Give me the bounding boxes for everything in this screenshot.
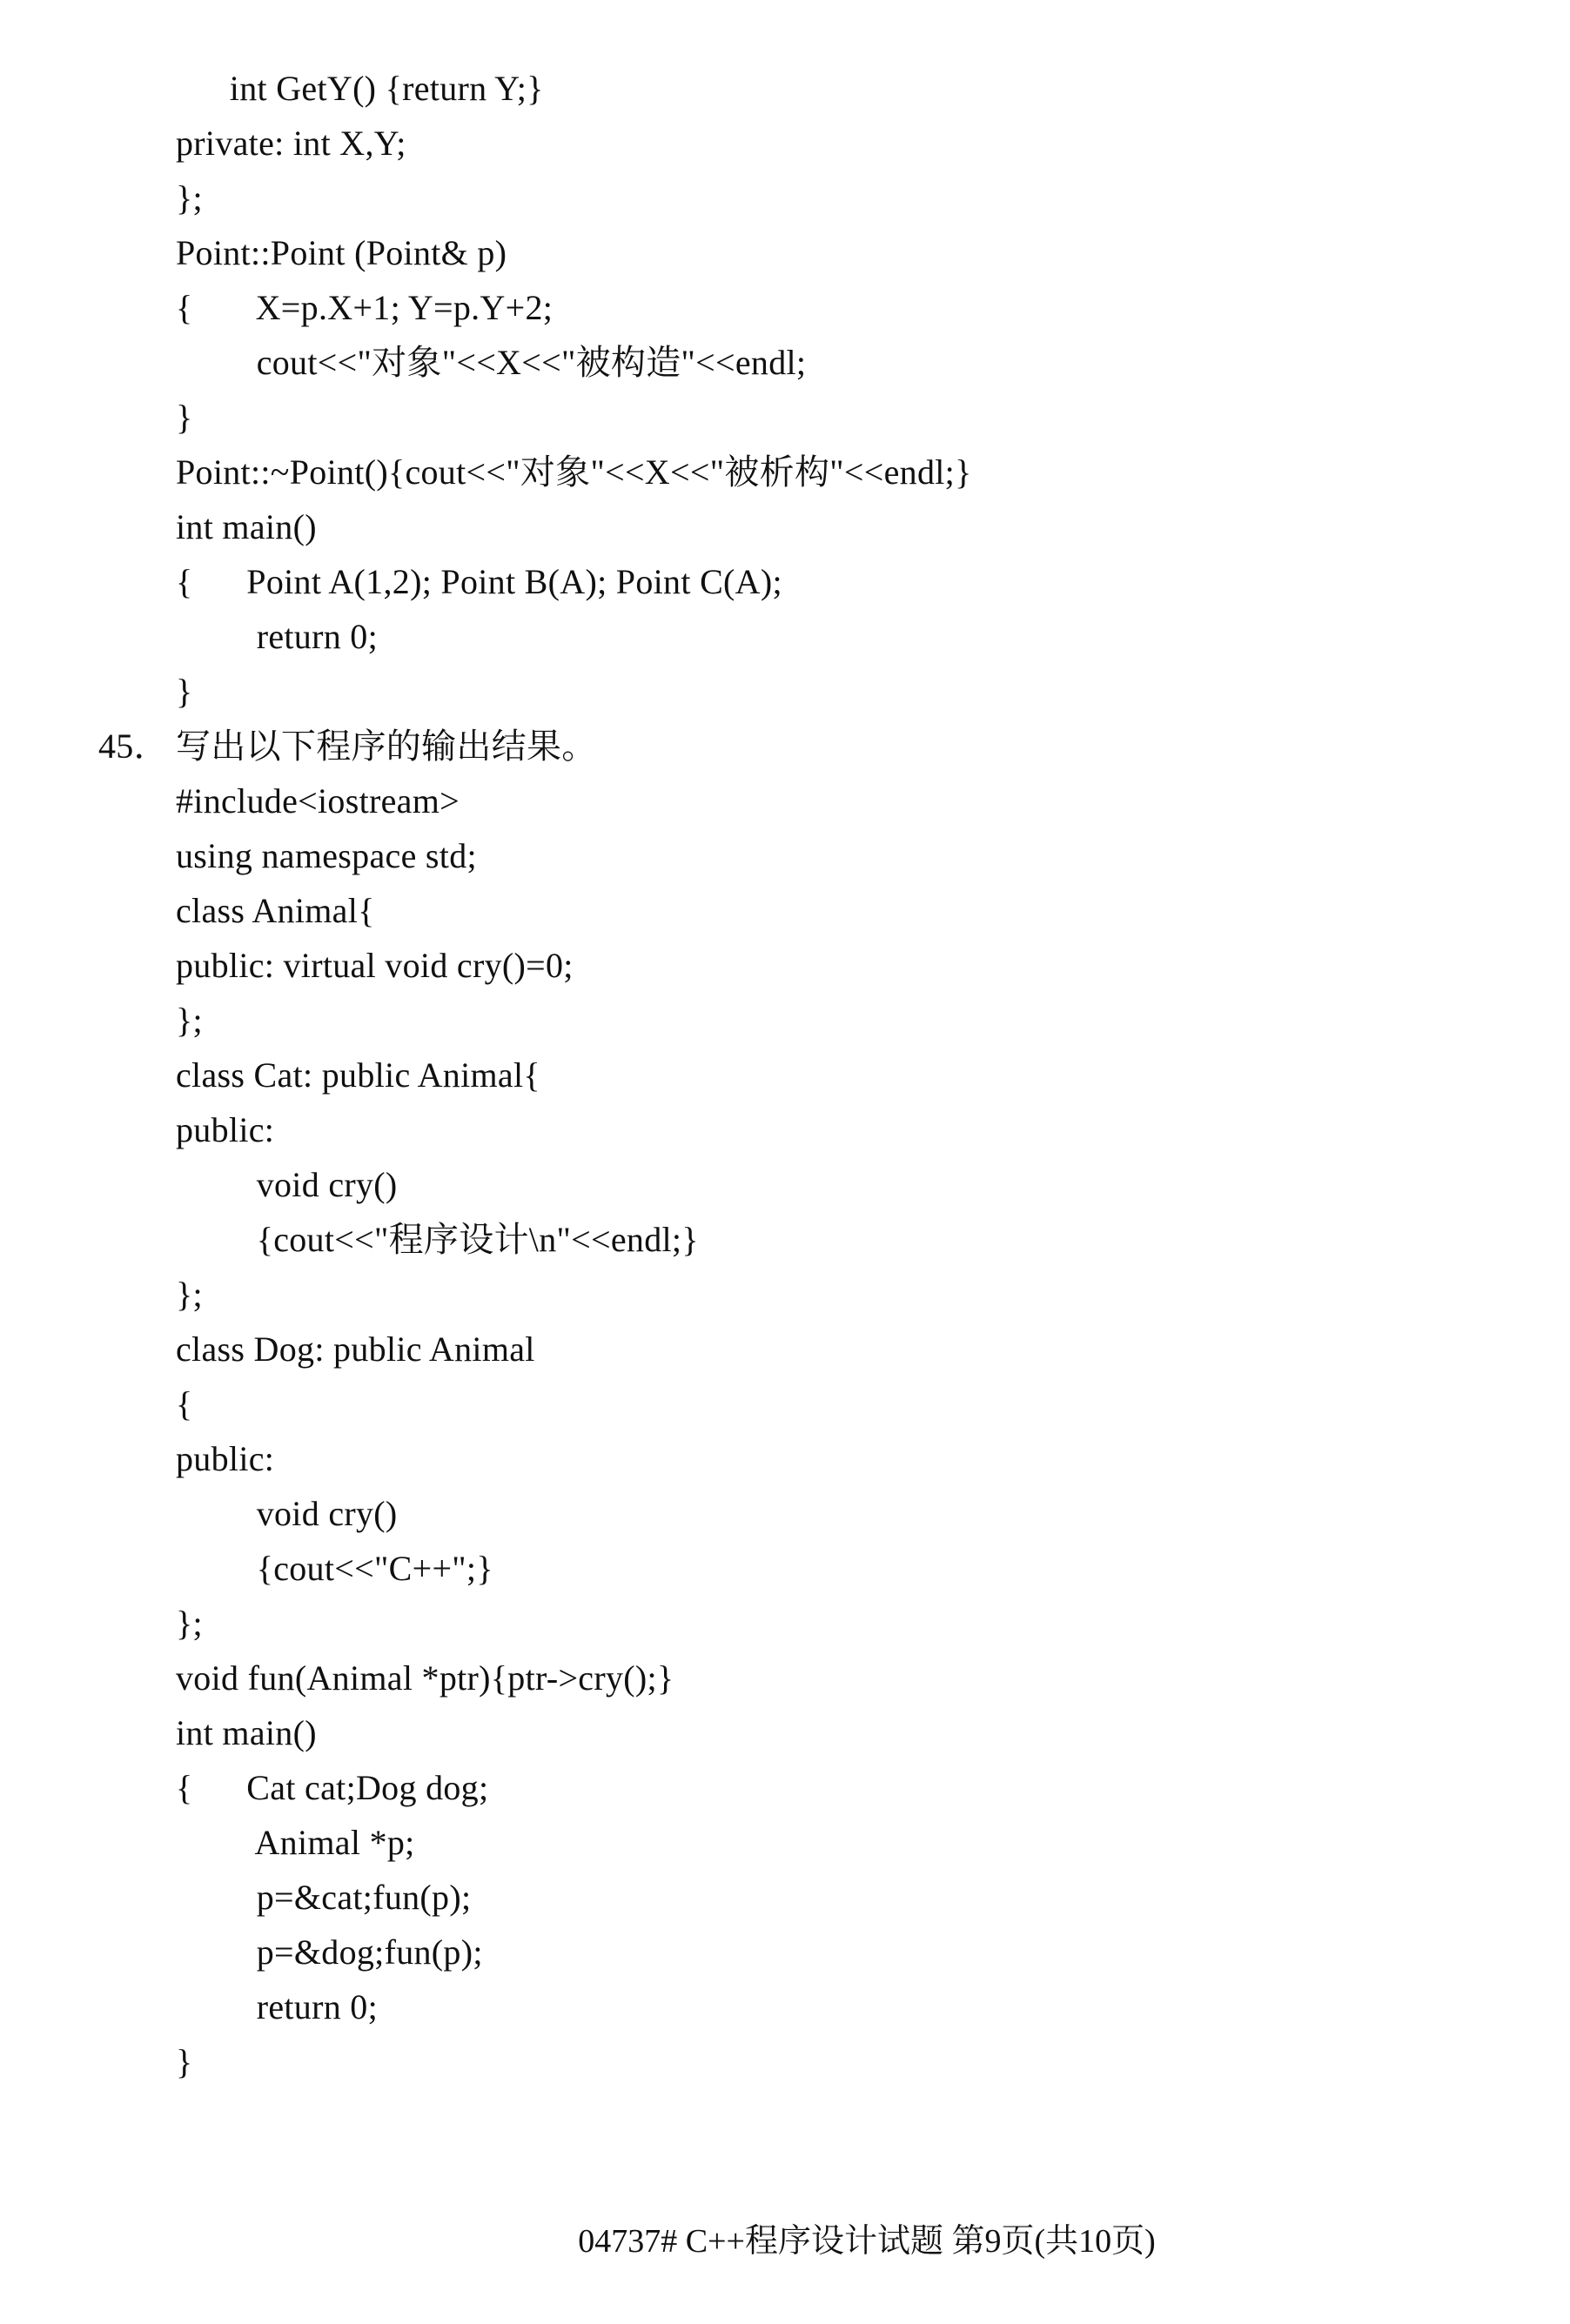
code-line: p=&cat;fun(p); (176, 1878, 472, 1917)
code-line: }; (176, 1604, 203, 1643)
code-line: } (176, 672, 193, 711)
question-45-number: 45． (98, 727, 169, 766)
question44-code-block (0, 61, 1570, 719)
question45-code-block (0, 774, 1570, 2089)
code-line: void cry() (176, 1165, 398, 1204)
code-line: #include<iostream> (176, 781, 460, 820)
code-line: } (176, 2042, 193, 2081)
code-line: {cout<<"C++";} (176, 1549, 493, 1588)
code-line: void fun(Animal *ptr){ptr->cry();} (176, 1658, 674, 1698)
code-line: p=&dog;fun(p); (176, 1932, 483, 1972)
code-line: return 0; (176, 1987, 379, 2026)
page-content (0, 61, 1570, 2089)
page-footer (0, 2160, 1570, 2324)
code-line: public: virtual void cry()=0; (176, 946, 574, 985)
code-line: { Point A(1,2); Point B(A); Point C(A); (176, 562, 782, 601)
code-line: { (176, 1384, 193, 1423)
code-line: int main() (176, 1713, 317, 1752)
code-line: class Cat: public Animal{ (176, 1055, 540, 1095)
code-line: } (176, 398, 193, 437)
code-line: public: (176, 1439, 275, 1478)
footer-text: 04737# C++程序设计试题 第9页(共10页) (578, 2223, 1156, 2260)
code-line: using namespace std; (176, 836, 477, 875)
code-line: private: int X,Y; (176, 124, 406, 163)
code-line: Point::~Point(){cout<<"对象"<<X<<"被析构"<<endl;} (176, 452, 972, 492)
code-line: }; (176, 1275, 203, 1314)
code-line: { Cat cat;Dog dog; (176, 1768, 489, 1807)
question-45-item (0, 719, 1570, 774)
code-line: int GetY() {return Y;} (176, 69, 544, 108)
code-line: Point::Point (Point& p) (176, 233, 507, 272)
code-line: class Dog: public Animal (176, 1329, 535, 1369)
code-line: public: (176, 1110, 275, 1149)
code-line: Animal *p; (176, 1823, 415, 1862)
code-line: }; (176, 1001, 203, 1040)
question-45-prompt: 写出以下程序的输出结果。 (176, 727, 597, 766)
code-line: return 0; (176, 617, 379, 656)
code-line: cout<<"对象"<<X<<"被构造"<<endl; (176, 343, 807, 382)
code-line: { X=p.X+1; Y=p.Y+2; (176, 288, 554, 327)
code-line: void cry() (176, 1494, 398, 1533)
code-line: int main() (176, 507, 317, 546)
code-line: class Animal{ (176, 891, 375, 930)
code-line: {cout<<"程序设计\n"<<endl;} (176, 1220, 699, 1259)
code-line: }; (176, 178, 203, 218)
